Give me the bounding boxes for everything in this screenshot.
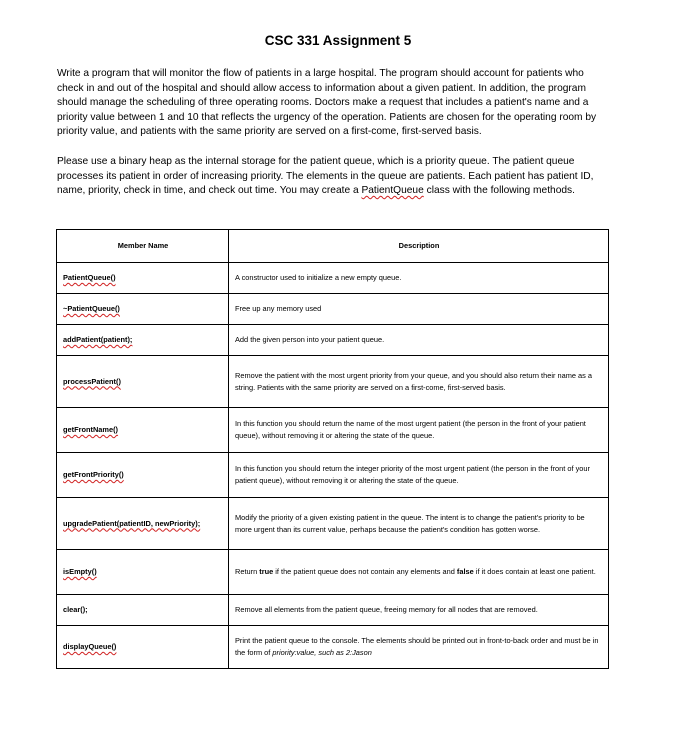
member-name-cell <box>57 595 229 626</box>
intro-paragraph: Write a program that will monitor the flow of patients in a large hospital. The program should account for patients who check in and out of the hospital and should allow access to information about a given patient. In addition, the program should manage the scheduling of three operating rooms. Doctors make a request that includes a patient's name and a priority value between 1 and 10 that reflects the urgency of the operation. Patients are chosen for the operating room by priority value, and patients with the same priority are served on a first-come, first-served basis. <box>57 68 597 138</box>
table-row <box>57 408 609 453</box>
member-name: getFrontPriority() <box>63 470 124 479</box>
header-description: Description <box>229 230 609 263</box>
description-cell: Remove the patient with the most urgent priority from your queue, and you should also return their name as a string. Patients with the same priority are served on a first-come, first-served basis. <box>229 356 609 408</box>
member-name-cell <box>57 550 229 595</box>
heap-paragraph-end: class with the following methods. <box>423 185 575 197</box>
table-row <box>57 356 609 408</box>
member-name-cell <box>57 498 229 550</box>
table-row <box>57 498 609 550</box>
description-cell: In this function you should return the name of the most urgent patient (the person in the front of your patient queue), without removing it or altering the state of the queue. <box>229 408 609 453</box>
table-row <box>57 325 609 356</box>
desc-true-keyword: true <box>259 567 274 576</box>
description-cell: A constructor used to initialize a new empty queue. <box>229 263 609 294</box>
table-header-row <box>57 230 609 263</box>
member-name-cell <box>57 453 229 498</box>
description-cell: Free up any memory used <box>229 294 609 325</box>
member-name: addPatient(patient); <box>63 335 133 344</box>
table-row <box>57 453 609 498</box>
description-cell: In this function you should return the integer priority of the most urgent patient (the person in the front of your patient queue), without removing it or altering the state of the queue. <box>229 453 609 498</box>
desc-text: Return <box>235 567 260 576</box>
methods-table <box>56 229 609 669</box>
member-name-cell <box>57 626 229 669</box>
description-cell: Modify the priority of a given existing patient in the queue. The intent is to change the patient's priority to be more urgent than its current value, perhaps because the patient's condition has gotten worse. <box>229 498 609 550</box>
description-cell: Add the given person into your patient queue. <box>229 325 609 356</box>
member-name-cell <box>57 408 229 453</box>
document-title: CSC 331 Assignment 5 <box>264 33 412 48</box>
class-name-text: PatientQueue <box>361 185 424 197</box>
table-row <box>57 263 609 294</box>
header-member-name: Member Name <box>57 230 229 263</box>
member-name-cell <box>57 325 229 356</box>
desc-text: if the patient queue does not contain any elements and <box>273 567 457 576</box>
description-cell <box>229 550 609 595</box>
table-row <box>57 294 609 325</box>
member-name: PatientQueue() <box>63 273 116 282</box>
heap-paragraph <box>57 155 612 199</box>
desc-text: if it does contain at least one patient. <box>473 567 596 576</box>
desc-text: Print the patient queue to the console. The elements should be printed out in front-to-back order and must be in the form of <box>235 636 599 657</box>
member-name: upgradePatient(patientID, newPriority); <box>63 518 201 528</box>
member-name-cell <box>57 356 229 408</box>
member-name-cell <box>57 294 229 325</box>
table-row <box>57 626 609 669</box>
description-cell: Remove all elements from the patient queue, freeing memory for all nodes that are removed. <box>229 595 609 626</box>
member-name: isEmpty() <box>63 567 97 576</box>
desc-format-example: priority:value, such as 2:Jason <box>272 648 372 657</box>
member-name: ~PatientQueue() <box>63 304 120 313</box>
member-name: getFrontName() <box>63 425 119 434</box>
member-name: processPatient() <box>63 376 121 386</box>
desc-false-keyword: false <box>456 567 474 576</box>
table-row <box>57 550 609 595</box>
table-row <box>57 595 609 626</box>
description-cell <box>229 626 609 669</box>
member-name-cell <box>57 263 229 294</box>
member-name: clear(); <box>63 605 88 614</box>
member-name: displayQueue() <box>63 642 117 651</box>
heap-paragraph-text: Please use a binary heap as the internal storage for the patient queue, which is a priority queue. The patient queue processes its patient in order of increasing priority. The elements in the queue are patients. Each patient has patient ID, name, priority, check in time, and check out time. You may create a <box>57 156 594 197</box>
